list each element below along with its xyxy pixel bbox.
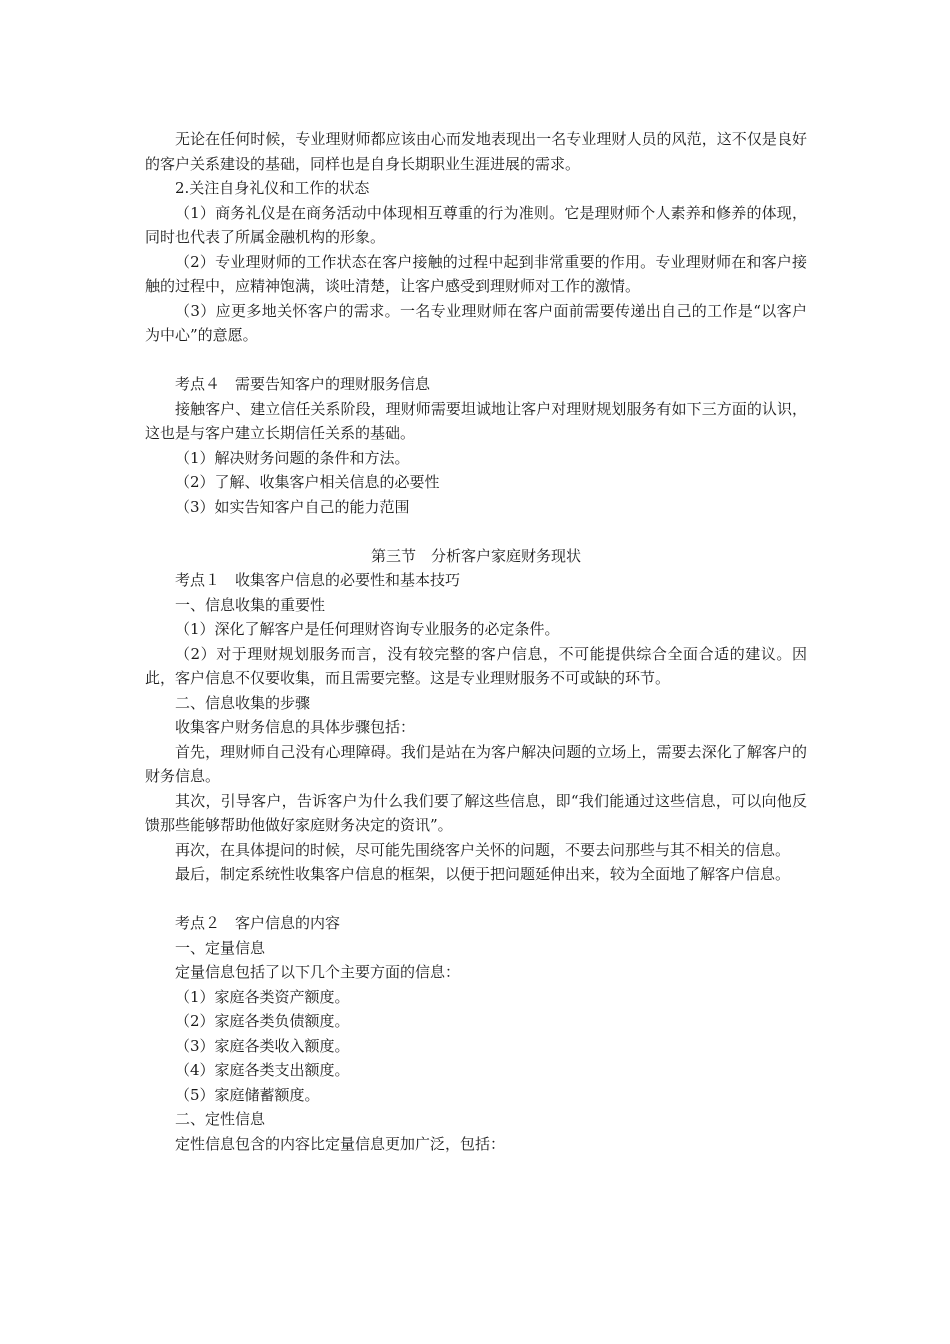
paragraph-client-care: （3）应更多地关怀客户的需求。一名专业理财师在客户面前需要传递出自己的工作是“以客户为中心”的意愿。 xyxy=(145,301,807,344)
paragraph-step-third: 再次，在具体提问的时候，尽可能先围绕客户关怀的问题，不要去问那些与其不相关的信息。 xyxy=(175,840,791,859)
list-item-deep-understanding: （1）深化了解客户是任何理财咨询专业服务的必定条件。 xyxy=(175,620,560,638)
heading-exam-point-1: 考点１ 收集客户信息的必要性和基本技巧 xyxy=(175,571,461,589)
spacer xyxy=(145,887,807,912)
document-page xyxy=(145,127,807,1156)
list-item-1: （1）解决财务问题的条件和方法。 xyxy=(175,448,410,467)
list-item-3: （3）如实告知客户自己的能力范围 xyxy=(175,497,410,516)
heading-exam-point-2: 考点２ 客户信息的内容 xyxy=(175,914,341,932)
spacer xyxy=(145,519,807,544)
list-item-savings: （5）家庭储蓄额度。 xyxy=(175,1085,320,1104)
steps-intro: 收集客户财务信息的具体步骤包括： xyxy=(175,718,416,736)
paragraph-step-last: 最后，制定系统性收集客户信息的框架，以便于把问题延伸出来，较为全面地了解客户信息。 xyxy=(175,865,791,883)
subheading-importance: 一、信息收集的重要性 xyxy=(175,595,326,614)
heading-etiquette-and-state: 2.关注自身礼仪和工作的状态 xyxy=(175,179,370,197)
paragraph-complete-info: （2）对于理财规划服务而言，没有较完整的客户信息，不可能提供综合全面合适的建议。因此，客户信息不仅要收集，而且需要完整。这是专业理财服务不可或缺的环节。 xyxy=(145,644,807,687)
paragraph-business-etiquette: （1）商务礼仪是在商务活动中体现相互尊重的行为准则。它是理财师个人素养和修养的体现，同时也代表了所属金融机构的形象。 xyxy=(145,203,807,246)
list-item-income: （3）家庭各类收入额度。 xyxy=(175,1036,350,1055)
heading-exam-point-4: 考点４ 需要告知客户的理财服务信息 xyxy=(175,375,431,393)
list-item-liabilities: （2）家庭各类负债额度。 xyxy=(175,1012,350,1030)
paragraph-step-second: 其次，引导客户，告诉客户为什么我们要了解这些信息，即“我们能通过这些信息，可以向他反馈那些能够帮助他做好家庭财务决定的资讯”。 xyxy=(145,791,807,834)
paragraph-step-first: 首先，理财师自己没有心理障碍。我们是站在为客户解决问题的立场上，需要去深化了解客户的财务信息。 xyxy=(145,742,807,785)
paragraph-work-state: （2）专业理财师的工作状态在客户接触的过程中起到非常重要的作用。专业理财师在和客户接触的过程中，应精神饱满，谈吐清楚，让客户感受到理财师对工作的激情。 xyxy=(145,252,807,295)
spacer xyxy=(145,348,807,373)
quantitative-intro: 定量信息包括了以下几个主要方面的信息： xyxy=(175,963,461,981)
subheading-steps: 二、信息收集的步骤 xyxy=(175,693,311,712)
subheading-quantitative: 一、定量信息 xyxy=(175,938,266,957)
paragraph-trust-stage: 接触客户、建立信任关系阶段，理财师需要坦诚地让客户对理财规划服务有如下三方面的认识，这也是与客户建立长期信任关系的基础。 xyxy=(145,399,807,442)
section-title: 第三节 分析客户家庭财务现状 xyxy=(370,546,581,565)
list-item-2: （2）了解、收集客户相关信息的必要性 xyxy=(175,473,440,491)
subheading-qualitative: 二、定性信息 xyxy=(175,1110,266,1128)
list-item-expenses: （4）家庭各类支出额度。 xyxy=(175,1061,350,1079)
paragraph-professional-demeanor: 无论在任何时候，专业理财师都应该由心而发地表现出一名专业理财人员的风范，这不仅是良好的客户关系建设的基础，同样也是自身长期职业生涯进展的需求。 xyxy=(145,130,807,173)
list-item-assets: （1）家庭各类资产额度。 xyxy=(175,987,350,1006)
qualitative-intro: 定性信息包含的内容比定量信息更加广泛，包括： xyxy=(175,1134,506,1153)
